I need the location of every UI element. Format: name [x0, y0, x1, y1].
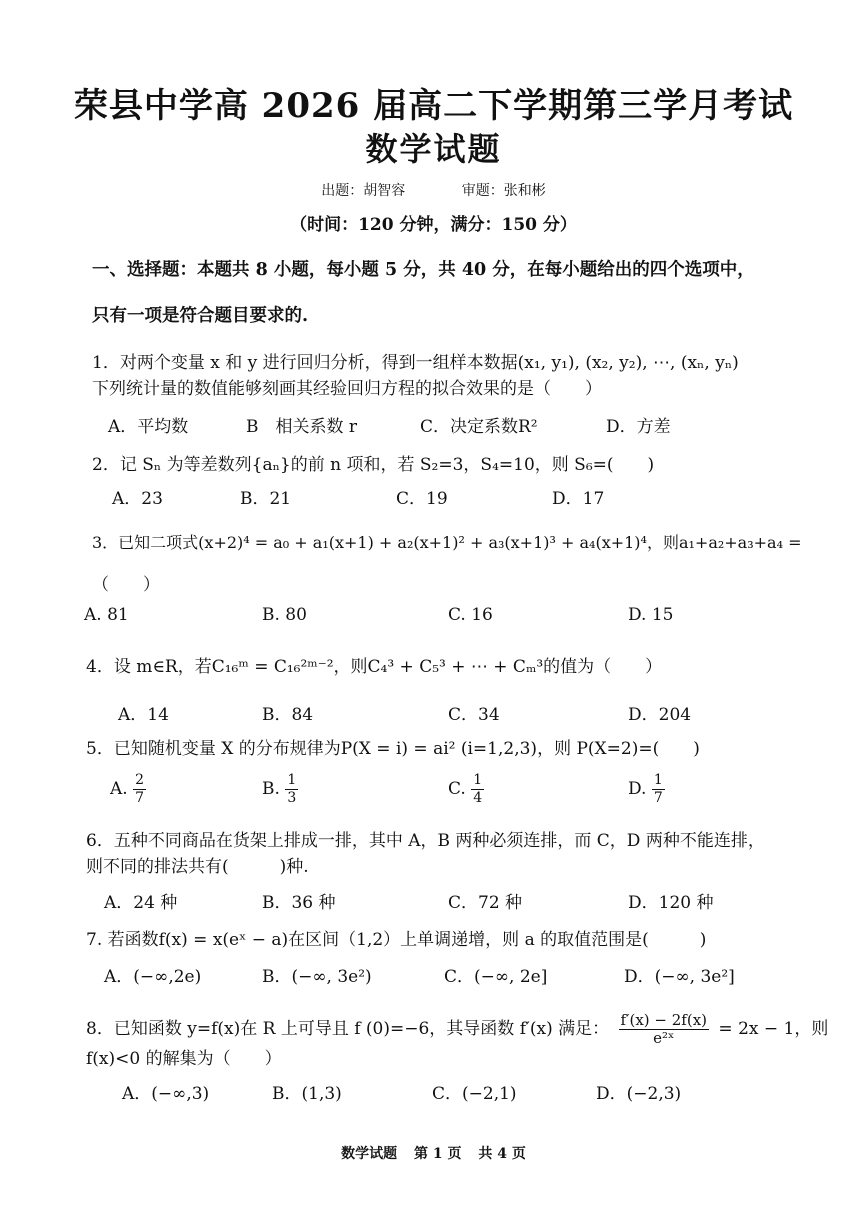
- question-8-option-d: D．(−2,3): [596, 1084, 682, 1104]
- authors-line: [0, 180, 867, 200]
- question-4-option-b: B．84: [262, 705, 314, 725]
- reviewer-text: 审题：张和彬: [461, 183, 546, 199]
- option-fraction: $\frac{1}{7}$: [653, 772, 663, 806]
- question-7-line-1: 7. 若函数f(x) = x(eˣ − a)在区间（1,2）上单调递增，则 a 的取值范围是( ): [86, 930, 707, 950]
- question-7-option-d: D．(−∞, 3e²]: [624, 967, 735, 987]
- question-6-option-d: D．120 种: [628, 893, 714, 913]
- footer-subject: 数学试题: [341, 1146, 398, 1162]
- question-8-text-tail: = 2x − 1，则: [718, 1019, 829, 1039]
- question-2-option-b: B．21: [240, 489, 292, 509]
- question-7-option-a: A．(−∞,2e): [104, 967, 202, 987]
- question-8-line-2: f(x)<0 的解集为（ ）: [86, 1049, 282, 1069]
- time-info: （时间：120 分钟，满分：150 分）: [290, 215, 577, 235]
- question-5-option-c: [448, 772, 484, 807]
- option-fraction: $\frac{1}{4}$: [473, 772, 483, 806]
- question-2-option-d: D．17: [552, 489, 605, 509]
- question-2-option-c: C．19: [396, 489, 448, 509]
- question-6-option-a: A．24 种: [104, 893, 178, 913]
- question-8-fraction: $\frac{f'(x) - 2f(x)}{\text{e²ˣ}}$: [620, 1011, 708, 1047]
- option-fraction: $\frac{2}{7}$: [135, 772, 145, 806]
- option-letter: C.: [448, 779, 466, 799]
- question-2-line-1: 2．记 Sₙ 为等差数列{aₙ}的前 n 项和，若 S₂=3，S₄=10，则 S₆=( ): [92, 455, 655, 475]
- question-1-option-c: C．决定系数R²: [420, 417, 538, 437]
- question-1-line-1: 1．对两个变量 x 和 y 进行回归分析，得到一组样本数据(x₁, y₁), (x₂, y₂), ⋯, (xₙ, yₙ): [92, 353, 739, 373]
- author-text: 出题：胡智容: [321, 183, 406, 199]
- question-7-option-b: B．(−∞, 3e²): [262, 967, 372, 987]
- question-4-option-a: A．14: [118, 705, 169, 725]
- question-3-option-d: D. 15: [628, 605, 674, 625]
- question-6-option-c: C．72 种: [448, 893, 523, 913]
- question-7-option-c: C．(−∞, 2e]: [444, 967, 548, 987]
- question-2-option-a: A．23: [112, 489, 163, 509]
- option-letter: A.: [110, 779, 128, 799]
- question-8-option-c: C．(−2,1): [432, 1084, 517, 1104]
- question-4-option-c: C．34: [448, 705, 500, 725]
- footer-page: 第 1 页: [414, 1146, 462, 1162]
- page-footer: [0, 1143, 867, 1163]
- question-8-option-a: A．(−∞,3): [122, 1084, 210, 1104]
- exam-title: 荣县中学高 2026 届高二下学期第三学月考试: [73, 86, 794, 126]
- question-3-line-2: （ ）: [92, 575, 160, 595]
- option-letter: B.: [262, 779, 280, 799]
- question-3-option-b: B. 80: [262, 605, 307, 625]
- exam-subtitle: 数学试题: [365, 130, 502, 168]
- question-6-line-2: 则不同的排法共有( )种.: [86, 857, 309, 877]
- question-5-line-1: 5．已知随机变量 X 的分布规律为P(X = i) = ai² (i=1,2,3)，则 P(X=2)=( ): [86, 739, 700, 759]
- question-4-line-1: 4．设 m∈R，若C₁₆ᵐ = C₁₆²ᵐ⁻²，则C₄³ + C₅³ + ⋯ + Cₘ³的值为（ ）: [86, 657, 663, 677]
- question-3-option-a: A. 81: [84, 605, 129, 625]
- question-6-option-b: B．36 种: [262, 893, 336, 913]
- question-3-option-c: C. 16: [448, 605, 493, 625]
- footer-total: 共 4 页: [478, 1146, 526, 1162]
- question-1-line-2: 下列统计量的数值能够刻画其经验回归方程的拟合效果的是（ ）: [92, 379, 602, 399]
- question-1-option-b: B 相关系数 r: [246, 417, 358, 437]
- question-6-line-1: 6．五种不同商品在货架上排成一排，其中 A，B 两种必须连排，而 C，D 两种不能连排，: [86, 831, 765, 851]
- question-3-line-1: 3．已知二项式(x+2)⁴ = a₀ + a₁(x+1) + a₂(x+1)² + a₃(x+1)³ + a₄(x+1)⁴，则a₁+a₂+a₃+a₄ =: [92, 533, 802, 552]
- section-heading-line1: 一、选择题：本题共 8 小题，每小题 5 分，共 40 分，在每小题给出的四个选项中，: [92, 260, 755, 280]
- question-8-line-1: [86, 1012, 828, 1047]
- question-8-text: 8．已知函数 y=f(x)在 R 上可导且 f (0)=−6，其导函数 f′(x) 满足：: [86, 1019, 610, 1039]
- question-1-option-a: A．平均数: [108, 417, 189, 437]
- question-4-option-d: D．204: [628, 705, 692, 725]
- option-letter: D.: [628, 779, 647, 799]
- option-fraction: $\frac{1}{3}$: [287, 772, 297, 806]
- question-5-option-d: [628, 772, 665, 807]
- question-5-option-a: [110, 772, 146, 807]
- question-1-option-d: D．方差: [606, 417, 671, 437]
- question-5-option-b: [262, 772, 298, 807]
- section-heading-line2: 只有一项是符合题目要求的.: [92, 306, 309, 326]
- question-8-option-b: B．(1,3): [272, 1084, 342, 1104]
